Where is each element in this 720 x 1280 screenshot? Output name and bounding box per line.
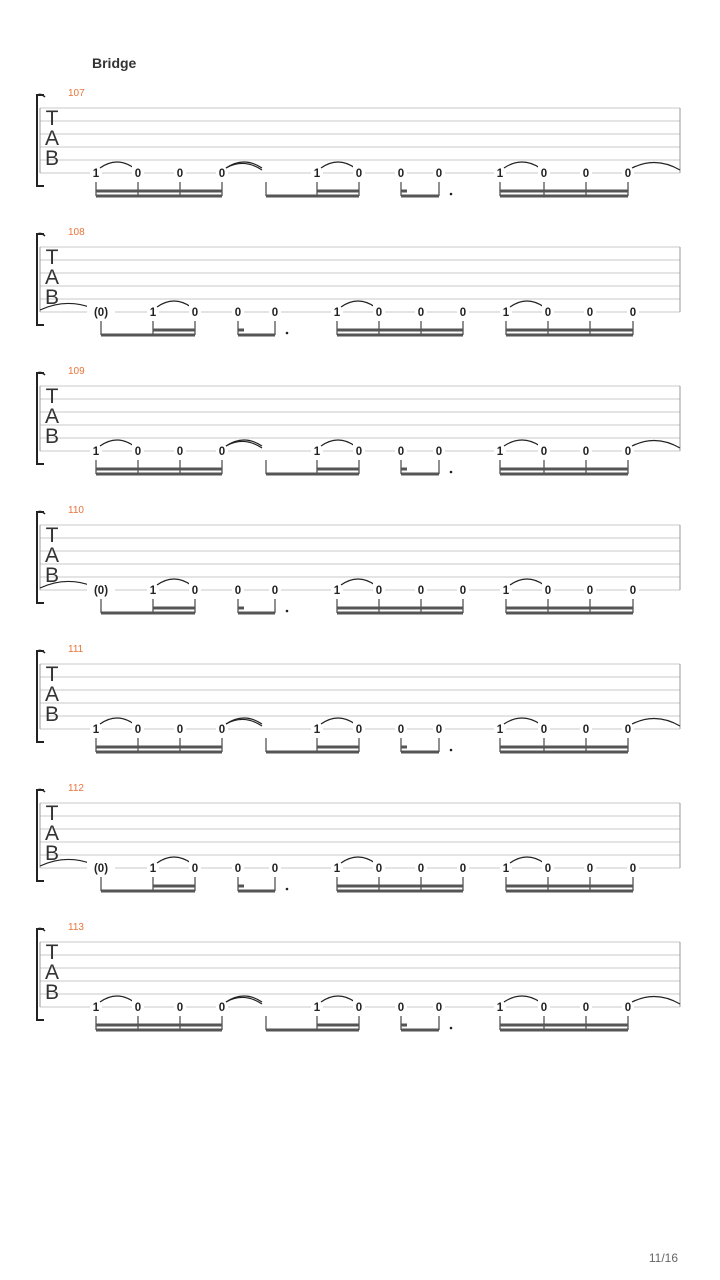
tab-system xyxy=(37,922,680,1030)
tie-arc xyxy=(321,162,355,168)
fret-number: 0 xyxy=(435,446,443,458)
tie-arc xyxy=(504,996,540,1002)
fret-number: 1 xyxy=(333,307,341,319)
fret-number: 1 xyxy=(313,1002,321,1014)
fret-number: 0 xyxy=(544,585,552,597)
fret-number: 1 xyxy=(496,168,504,180)
tab-clef-letter: T xyxy=(45,524,59,547)
fret-number: 1 xyxy=(496,446,504,458)
fret-number: 1 xyxy=(92,446,100,458)
fret-number: 0 xyxy=(355,168,363,180)
fret-number: 1 xyxy=(333,863,341,875)
tie-arc xyxy=(157,579,191,585)
tab-clef-letter: A xyxy=(44,544,60,567)
tab-clef-letter: A xyxy=(44,683,60,706)
fret-number: 0 xyxy=(134,446,142,458)
fret-number: 0 xyxy=(218,446,226,458)
tie-arc xyxy=(341,301,375,307)
fret-number: 0 xyxy=(271,585,279,597)
fret-number: 0 xyxy=(582,446,590,458)
measure-number: 108 xyxy=(68,227,85,238)
dot xyxy=(450,749,453,752)
tie-arc xyxy=(321,440,355,446)
fret-number: 0 xyxy=(375,863,383,875)
fret-number: 0 xyxy=(544,307,552,319)
dot xyxy=(286,888,289,891)
fret-number: 0 xyxy=(629,307,637,319)
tie-arc xyxy=(510,857,544,863)
tab-clef-letter: T xyxy=(45,107,59,130)
tab-clef-letter: A xyxy=(44,266,60,289)
fret-number: 1 xyxy=(313,446,321,458)
fret-number: 0 xyxy=(176,724,184,736)
tie-arc xyxy=(632,162,680,170)
tie-arc xyxy=(100,162,134,168)
fret-number: (0) xyxy=(93,585,109,597)
fret-number: 0 xyxy=(582,724,590,736)
tie-arc xyxy=(510,301,544,307)
fret-number: 1 xyxy=(92,1002,100,1014)
tab-system xyxy=(37,227,680,335)
fret-number: 1 xyxy=(502,863,510,875)
fret-number: 0 xyxy=(134,168,142,180)
fret-number: 1 xyxy=(502,307,510,319)
tab-clef-letter: B xyxy=(44,564,60,587)
fret-number: 1 xyxy=(149,307,157,319)
tab-system xyxy=(37,783,680,891)
measure-number: 111 xyxy=(68,644,84,655)
fret-number: 0 xyxy=(176,1002,184,1014)
fret-number: 0 xyxy=(218,1002,226,1014)
fret-number: 1 xyxy=(496,1002,504,1014)
fret-number: 0 xyxy=(176,168,184,180)
tab-clef-letter: A xyxy=(44,127,60,150)
tab-clef-letter: A xyxy=(44,405,60,428)
fret-number: 0 xyxy=(624,446,632,458)
tab-clef-letter: T xyxy=(45,246,59,269)
fret-number: 0 xyxy=(355,1002,363,1014)
tab-clef-letter: B xyxy=(44,286,60,309)
fret-number: 1 xyxy=(496,724,504,736)
fret-number: 0 xyxy=(629,585,637,597)
measure-number: 107 xyxy=(68,88,85,99)
fret-number: 0 xyxy=(218,724,226,736)
tie-arc xyxy=(504,440,540,446)
fret-number: 0 xyxy=(435,1002,443,1014)
tie-arc xyxy=(100,440,134,446)
fret-number: 1 xyxy=(92,168,100,180)
fret-number: 1 xyxy=(313,168,321,180)
fret-number: 0 xyxy=(624,168,632,180)
dot xyxy=(286,332,289,335)
fret-number: 0 xyxy=(417,863,425,875)
fret-number: 1 xyxy=(92,724,100,736)
tie-arc xyxy=(321,718,355,724)
dot xyxy=(450,471,453,474)
fret-number: 0 xyxy=(234,585,242,597)
fret-number: 1 xyxy=(333,585,341,597)
tab-clef-letter: T xyxy=(45,802,59,825)
fret-number: 0 xyxy=(624,1002,632,1014)
fret-number: 0 xyxy=(544,863,552,875)
fret-number: 0 xyxy=(586,863,594,875)
tie-arc xyxy=(632,440,680,448)
dot xyxy=(450,1027,453,1030)
page-number: 11/16 xyxy=(648,1251,678,1265)
tie-arc xyxy=(321,996,355,1002)
measure-number: 110 xyxy=(68,505,84,516)
fret-number: 0 xyxy=(134,1002,142,1014)
fret-number: 0 xyxy=(435,724,443,736)
tie-arc xyxy=(510,579,544,585)
fret-number: 0 xyxy=(191,863,199,875)
tab-clef-letter: T xyxy=(45,663,59,686)
fret-number: 0 xyxy=(218,168,226,180)
fret-number: 0 xyxy=(459,307,467,319)
tab-clef-letter: B xyxy=(44,842,60,865)
fret-number: 0 xyxy=(540,168,548,180)
tab-clef-letter: A xyxy=(44,961,60,984)
fret-number: 1 xyxy=(313,724,321,736)
tie-arc xyxy=(157,857,191,863)
tab-system xyxy=(37,644,680,752)
measure-number: 109 xyxy=(68,366,85,377)
fret-number: 0 xyxy=(435,168,443,180)
fret-number: 0 xyxy=(397,446,405,458)
fret-number: 0 xyxy=(271,307,279,319)
fret-number: (0) xyxy=(93,307,109,319)
tab-system xyxy=(37,366,680,474)
fret-number: 0 xyxy=(459,863,467,875)
tab-clef-letter: T xyxy=(45,385,59,408)
fret-number: 0 xyxy=(355,724,363,736)
fret-number: 0 xyxy=(459,585,467,597)
fret-number: 0 xyxy=(582,168,590,180)
fret-number: 0 xyxy=(629,863,637,875)
tab-system xyxy=(37,88,680,196)
fret-number: 0 xyxy=(397,724,405,736)
tie-arc xyxy=(157,301,191,307)
fret-number: 0 xyxy=(586,307,594,319)
fret-number: 1 xyxy=(502,585,510,597)
fret-number: 0 xyxy=(191,307,199,319)
dot xyxy=(286,610,289,613)
fret-number: 0 xyxy=(176,446,184,458)
fret-number: 1 xyxy=(149,585,157,597)
fret-number: 0 xyxy=(234,307,242,319)
fret-number: 0 xyxy=(540,724,548,736)
tab-clef-letter: T xyxy=(45,941,59,964)
tab-clef-letter: B xyxy=(44,703,60,726)
tie-arc xyxy=(632,718,680,726)
measure-number: 113 xyxy=(68,922,84,933)
tie-arc xyxy=(100,718,134,724)
fret-number: 0 xyxy=(540,1002,548,1014)
tab-clef-letter: B xyxy=(44,147,60,170)
measure-number: 112 xyxy=(68,783,84,794)
fret-number: 0 xyxy=(582,1002,590,1014)
dot xyxy=(450,193,453,196)
fret-number: (0) xyxy=(93,863,109,875)
fret-number: 0 xyxy=(417,307,425,319)
tie-arc xyxy=(341,857,375,863)
tie-arc xyxy=(100,996,134,1002)
fret-number: 0 xyxy=(271,863,279,875)
fret-number: 0 xyxy=(540,446,548,458)
fret-number: 0 xyxy=(397,168,405,180)
fret-number: 0 xyxy=(624,724,632,736)
fret-number: 0 xyxy=(191,585,199,597)
fret-number: 0 xyxy=(586,585,594,597)
fret-number: 0 xyxy=(134,724,142,736)
fret-number: 0 xyxy=(397,1002,405,1014)
tie-arc xyxy=(341,579,375,585)
tie-arc xyxy=(504,162,540,168)
fret-number: 0 xyxy=(375,307,383,319)
tie-arc xyxy=(504,718,540,724)
fret-number: 0 xyxy=(355,446,363,458)
fret-number: 0 xyxy=(234,863,242,875)
fret-number: 0 xyxy=(375,585,383,597)
fret-number: 1 xyxy=(149,863,157,875)
tab-clef-letter: B xyxy=(44,981,60,1004)
tab-clef-letter: A xyxy=(44,822,60,845)
tie-arc xyxy=(632,996,680,1004)
tab-clef-letter: B xyxy=(44,425,60,448)
fret-number: 0 xyxy=(417,585,425,597)
tab-system xyxy=(37,505,680,613)
section-title: Bridge xyxy=(92,55,137,71)
